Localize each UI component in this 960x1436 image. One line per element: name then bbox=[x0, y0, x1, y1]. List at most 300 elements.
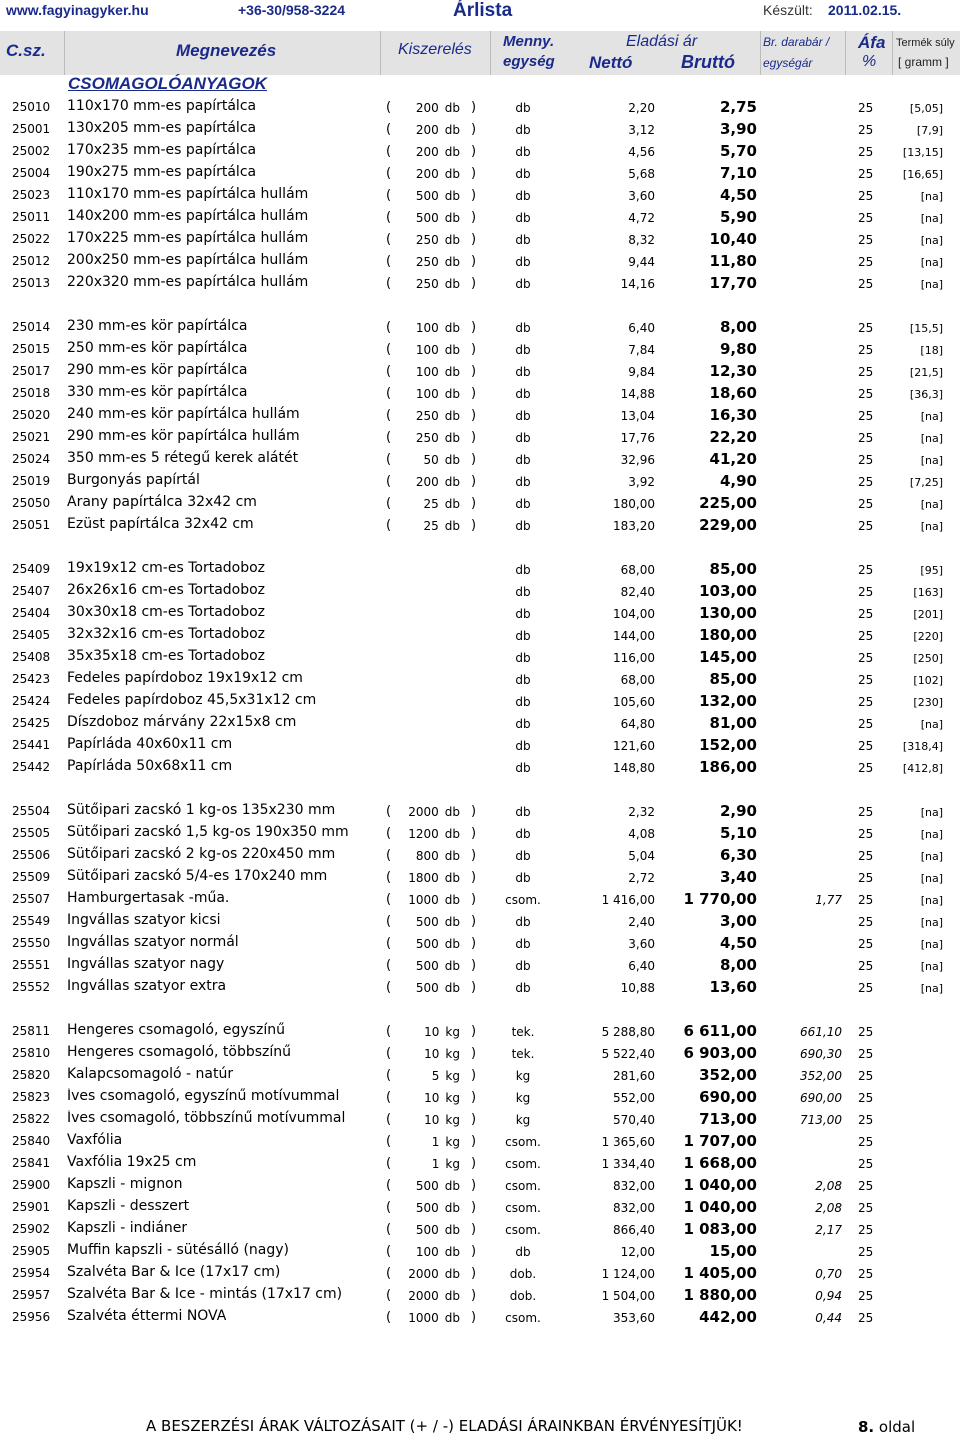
product-name: 290 mm-es kör papírtálca bbox=[67, 362, 248, 378]
product-weight: [na] bbox=[920, 916, 943, 929]
gross-price: 180,00 bbox=[699, 626, 757, 644]
open-paren: ( bbox=[386, 232, 392, 247]
table-row bbox=[0, 97, 960, 119]
product-name: Díszdoboz márvány 22x15x8 cm bbox=[67, 714, 297, 730]
net-price: 14,16 bbox=[620, 277, 655, 291]
product-code: 25820 bbox=[12, 1068, 51, 1082]
gross-price: 1 040,00 bbox=[683, 1176, 757, 1194]
product-name: Sütőipari zacskó 1,5 kg-os 190x350 mm bbox=[67, 824, 349, 840]
product-code: 25507 bbox=[12, 892, 51, 906]
vat-rate: 25 bbox=[858, 739, 874, 753]
open-paren: ( bbox=[386, 1156, 392, 1171]
product-code: 25409 bbox=[12, 562, 51, 576]
packaging-unit: db bbox=[444, 145, 460, 159]
packaging-quantity bbox=[388, 1201, 460, 1215]
gross-price: 7,10 bbox=[719, 164, 757, 182]
vat-rate: 25 bbox=[858, 211, 874, 225]
open-paren: ( bbox=[386, 188, 392, 203]
quantity-unit: db bbox=[515, 805, 531, 819]
packaging-unit: db bbox=[444, 343, 460, 357]
open-paren: ( bbox=[386, 1112, 392, 1127]
vat-rate: 25 bbox=[858, 1311, 874, 1325]
packaging-amount: 250 bbox=[415, 255, 439, 269]
product-name: 140x200 mm-es papírtálca hullám bbox=[67, 208, 309, 224]
packaging-amount: 100 bbox=[415, 365, 439, 379]
product-weight: [na] bbox=[920, 520, 943, 533]
product-weight: [na] bbox=[920, 960, 943, 973]
packaging-unit: db bbox=[444, 1179, 460, 1193]
packaging-quantity bbox=[388, 277, 460, 291]
gross-price: 1 405,00 bbox=[683, 1264, 757, 1282]
packaging-unit: db bbox=[444, 1311, 460, 1325]
packaging-amount: 1 bbox=[431, 1157, 440, 1171]
packaging-quantity bbox=[388, 893, 460, 907]
packaging-amount: 250 bbox=[415, 431, 439, 445]
packaging-amount: 200 bbox=[415, 145, 439, 159]
table-row bbox=[0, 449, 960, 471]
close-paren: ) bbox=[471, 496, 477, 511]
unit-price: 2,17 bbox=[815, 1223, 842, 1237]
vat-rate: 25 bbox=[858, 871, 874, 885]
packaging-quantity bbox=[388, 871, 460, 885]
product-name: Szalvéta Bar & Ice - mintás (17x17 cm) bbox=[67, 1286, 343, 1302]
quantity-unit: db bbox=[515, 343, 531, 357]
vat-rate: 25 bbox=[858, 651, 874, 665]
table-row bbox=[0, 1153, 960, 1175]
gross-price: 3,00 bbox=[719, 912, 757, 930]
made-date: 2011.02.15. bbox=[828, 2, 902, 18]
packaging-unit: db bbox=[444, 805, 460, 819]
gross-price: 17,70 bbox=[709, 274, 757, 292]
packaging-unit: db bbox=[444, 211, 460, 225]
quantity-unit: dob. bbox=[509, 1267, 537, 1281]
vat-rate: 25 bbox=[858, 585, 874, 599]
product-weight: [na] bbox=[920, 234, 943, 247]
close-paren: ) bbox=[471, 188, 477, 203]
gross-price: 8,00 bbox=[719, 956, 757, 974]
quantity-unit: csom. bbox=[505, 1223, 541, 1237]
quantity-unit: db bbox=[515, 915, 531, 929]
open-paren: ( bbox=[386, 1178, 392, 1193]
packaging-unit: db bbox=[444, 167, 460, 181]
quantity-unit: db bbox=[515, 607, 531, 621]
gross-price: 2,90 bbox=[719, 802, 757, 820]
table-row bbox=[0, 955, 960, 977]
quantity-unit: db bbox=[515, 761, 531, 775]
table-row bbox=[0, 339, 960, 361]
packaging-unit: kg bbox=[445, 1157, 460, 1171]
packaging-amount: 200 bbox=[415, 101, 439, 115]
net-price: 2,72 bbox=[628, 871, 655, 885]
column-header-vat-percent: % bbox=[862, 53, 877, 70]
column-header-qty: Menny. bbox=[503, 33, 555, 50]
product-code: 25021 bbox=[12, 430, 51, 444]
product-weight: [36,3] bbox=[909, 388, 943, 401]
product-weight: [na] bbox=[920, 212, 943, 225]
packaging-unit: db bbox=[444, 365, 460, 379]
product-code: 25822 bbox=[12, 1112, 51, 1126]
product-name: 19x19x12 cm-es Tortadoboz bbox=[67, 560, 266, 576]
product-weight: [230] bbox=[913, 696, 943, 709]
open-paren: ( bbox=[386, 364, 392, 379]
page-label: oldal bbox=[878, 1418, 916, 1436]
open-paren: ( bbox=[386, 1222, 392, 1237]
quantity-unit: db bbox=[515, 321, 531, 335]
product-name: Íves csomagoló, többszínű motívummal bbox=[67, 1110, 346, 1126]
product-name: 200x250 mm-es papírtálca hullám bbox=[67, 252, 309, 268]
quantity-unit: db bbox=[515, 695, 531, 709]
quantity-unit: db bbox=[515, 497, 531, 511]
open-paren: ( bbox=[386, 518, 392, 533]
gross-price: 13,60 bbox=[709, 978, 757, 996]
product-code: 25022 bbox=[12, 232, 51, 246]
unit-price: 2,08 bbox=[815, 1179, 842, 1193]
net-price: 832,00 bbox=[613, 1179, 655, 1193]
packaging-quantity bbox=[388, 915, 460, 929]
product-code: 25023 bbox=[12, 188, 51, 202]
gross-price: 4,90 bbox=[719, 472, 757, 490]
packaging-amount: 25 bbox=[423, 497, 439, 511]
section-title: CSOMAGOLÓANYAGOK bbox=[68, 74, 267, 93]
vat-rate: 25 bbox=[858, 233, 874, 247]
quantity-unit: db bbox=[515, 255, 531, 269]
packaging-quantity bbox=[388, 1113, 460, 1127]
product-code: 25552 bbox=[12, 980, 51, 994]
open-paren: ( bbox=[386, 430, 392, 445]
product-code: 25011 bbox=[12, 210, 51, 224]
packaging-quantity bbox=[388, 123, 460, 137]
gross-price: 1 707,00 bbox=[683, 1132, 757, 1150]
close-paren: ) bbox=[471, 936, 477, 951]
net-price: 5 288,80 bbox=[601, 1025, 655, 1039]
net-price: 10,88 bbox=[620, 981, 655, 995]
table-row bbox=[0, 185, 960, 207]
vat-rate: 25 bbox=[858, 431, 874, 445]
gross-price: 5,70 bbox=[719, 142, 757, 160]
packaging-quantity bbox=[388, 343, 460, 357]
open-paren: ( bbox=[386, 936, 392, 951]
gross-price: 3,40 bbox=[719, 868, 757, 886]
quantity-unit: db bbox=[515, 233, 531, 247]
unit-price: 713,00 bbox=[800, 1113, 842, 1127]
table-row bbox=[0, 911, 960, 933]
product-weight: [na] bbox=[920, 828, 943, 841]
product-weight: [16,65] bbox=[902, 168, 943, 181]
product-name: Burgonyás papírtál bbox=[67, 472, 200, 488]
net-price: 116,00 bbox=[613, 651, 655, 665]
packaging-quantity bbox=[388, 1091, 460, 1105]
packaging-amount: 100 bbox=[415, 387, 439, 401]
product-code: 25424 bbox=[12, 694, 51, 708]
net-price: 9,84 bbox=[628, 365, 655, 379]
quantity-unit: db bbox=[515, 123, 531, 137]
open-paren: ( bbox=[386, 914, 392, 929]
quantity-unit: csom. bbox=[505, 1135, 541, 1149]
vat-rate: 25 bbox=[858, 1245, 874, 1259]
quantity-unit: db bbox=[515, 167, 531, 181]
product-name: 190x275 mm-es papírtálca bbox=[67, 164, 257, 180]
gross-price: 22,20 bbox=[709, 428, 757, 446]
packaging-unit: db bbox=[444, 871, 460, 885]
quantity-unit: db bbox=[515, 717, 531, 731]
product-code: 25905 bbox=[12, 1244, 51, 1258]
product-weight: [7,9] bbox=[916, 124, 943, 137]
product-weight: [412,8] bbox=[902, 762, 943, 775]
net-price: 1 365,60 bbox=[601, 1135, 655, 1149]
table-row bbox=[0, 823, 960, 845]
close-paren: ) bbox=[471, 1288, 477, 1303]
close-paren: ) bbox=[471, 408, 477, 423]
quantity-unit: db bbox=[515, 431, 531, 445]
website-link[interactable]: www.fagyinagyker.hu bbox=[6, 2, 149, 18]
product-name: Ingvállas szatyor kicsi bbox=[67, 912, 221, 928]
product-name: Hamburgertasak -műa. bbox=[67, 890, 230, 906]
packaging-unit: db bbox=[444, 959, 460, 973]
net-price: 121,60 bbox=[613, 739, 655, 753]
net-price: 6,40 bbox=[628, 959, 655, 973]
quantity-unit: tek. bbox=[511, 1025, 535, 1039]
vat-rate: 25 bbox=[858, 343, 874, 357]
close-paren: ) bbox=[471, 122, 477, 137]
quantity-unit: db bbox=[515, 409, 531, 423]
product-weight: [201] bbox=[913, 608, 943, 621]
gross-price: 85,00 bbox=[709, 560, 757, 578]
unit-price: 690,00 bbox=[800, 1091, 842, 1105]
unit-price: 2,08 bbox=[815, 1201, 842, 1215]
product-code: 25013 bbox=[12, 276, 51, 290]
column-header-sale-price: Eladási ár bbox=[626, 33, 698, 50]
open-paren: ( bbox=[386, 958, 392, 973]
product-weight: [na] bbox=[920, 806, 943, 819]
net-price: 1 504,00 bbox=[601, 1289, 655, 1303]
table-row bbox=[0, 427, 960, 449]
net-price: 13,04 bbox=[620, 409, 655, 423]
gross-price: 41,20 bbox=[709, 450, 757, 468]
product-code: 25407 bbox=[12, 584, 51, 598]
packaging-unit: db bbox=[444, 497, 460, 511]
close-paren: ) bbox=[471, 1068, 477, 1083]
product-name: 130x205 mm-es papírtálca bbox=[67, 120, 257, 136]
net-price: 2,20 bbox=[628, 101, 655, 115]
net-price: 64,80 bbox=[620, 717, 655, 731]
gross-price: 6 903,00 bbox=[683, 1044, 757, 1062]
product-code: 25404 bbox=[12, 606, 51, 620]
quantity-unit: db bbox=[515, 651, 531, 665]
product-weight: [13,15] bbox=[902, 146, 943, 159]
product-name: Ingvállas szatyor nagy bbox=[67, 956, 225, 972]
column-header-name: Megnevezés bbox=[176, 41, 277, 60]
net-price: 2,32 bbox=[628, 805, 655, 819]
packaging-unit: db bbox=[444, 387, 460, 401]
net-price: 32,96 bbox=[620, 453, 655, 467]
packaging-quantity bbox=[388, 365, 460, 379]
table-row bbox=[0, 933, 960, 955]
table-header bbox=[0, 31, 960, 75]
product-weight: [250] bbox=[913, 652, 943, 665]
net-price: 4,56 bbox=[628, 145, 655, 159]
product-name: Vaxfólia 19x25 cm bbox=[67, 1154, 197, 1170]
packaging-unit: db bbox=[444, 827, 460, 841]
gross-price: 1 770,00 bbox=[683, 890, 757, 908]
vat-rate: 25 bbox=[858, 717, 874, 731]
close-paren: ) bbox=[471, 1222, 477, 1237]
product-name: Íves csomagoló, egyszínű motívummal bbox=[67, 1088, 340, 1104]
quantity-unit: db bbox=[515, 937, 531, 951]
page-number: 8. bbox=[858, 1418, 875, 1436]
quantity-unit: db bbox=[515, 475, 531, 489]
quantity-unit: db bbox=[515, 871, 531, 885]
gross-price: 145,00 bbox=[699, 648, 757, 666]
product-weight: [na] bbox=[920, 256, 943, 269]
product-weight: [na] bbox=[920, 190, 943, 203]
header-divider bbox=[64, 31, 65, 75]
gross-price: 186,00 bbox=[699, 758, 757, 776]
product-code: 25504 bbox=[12, 804, 51, 818]
close-paren: ) bbox=[471, 144, 477, 159]
packaging-amount: 500 bbox=[415, 981, 439, 995]
gross-price: 5,90 bbox=[719, 208, 757, 226]
quantity-unit: db bbox=[515, 629, 531, 643]
column-header-packaging: Kiszerelés bbox=[398, 41, 472, 58]
packaging-amount: 100 bbox=[415, 321, 439, 335]
product-weight: [18] bbox=[920, 344, 943, 357]
product-name: Vaxfólia bbox=[67, 1132, 123, 1148]
net-price: 4,08 bbox=[628, 827, 655, 841]
packaging-unit: db bbox=[444, 189, 460, 203]
product-code: 25841 bbox=[12, 1156, 51, 1170]
packaging-quantity bbox=[388, 1069, 460, 1083]
product-code: 25954 bbox=[12, 1266, 51, 1280]
quantity-unit: db bbox=[515, 739, 531, 753]
product-code: 25405 bbox=[12, 628, 51, 642]
quantity-unit: dob. bbox=[509, 1289, 537, 1303]
close-paren: ) bbox=[471, 474, 477, 489]
unit-price: 690,30 bbox=[800, 1047, 842, 1061]
footer-notice: A BESZERZÉSI ÁRAK VÁLTOZÁSAIT (+ / -) ELADÁSI ÁRAINKBAN ÉRVÉNYESÍTJÜK! bbox=[146, 1417, 743, 1435]
product-name: Hengeres csomagoló, többszínű bbox=[67, 1044, 292, 1060]
packaging-quantity bbox=[388, 1267, 460, 1281]
product-weight: [5,05] bbox=[909, 102, 943, 115]
table-row bbox=[0, 845, 960, 867]
packaging-unit: db bbox=[444, 453, 460, 467]
product-weight: [na] bbox=[920, 278, 943, 291]
product-code: 25506 bbox=[12, 848, 51, 862]
net-price: 832,00 bbox=[613, 1201, 655, 1215]
packaging-amount: 500 bbox=[415, 1223, 439, 1237]
table-row bbox=[0, 889, 960, 911]
net-price: 82,40 bbox=[620, 585, 655, 599]
product-name: Ingvállas szatyor extra bbox=[67, 978, 227, 994]
unit-price: 0,70 bbox=[815, 1267, 842, 1281]
packaging-unit: kg bbox=[445, 1135, 460, 1149]
net-price: 14,88 bbox=[620, 387, 655, 401]
product-name: 230 mm-es kör papírtálca bbox=[67, 318, 248, 334]
open-paren: ( bbox=[386, 496, 392, 511]
packaging-quantity bbox=[388, 1223, 460, 1237]
product-name: Kapszli - indiáner bbox=[67, 1220, 188, 1236]
vat-rate: 25 bbox=[858, 805, 874, 819]
table-row bbox=[0, 735, 960, 757]
packaging-amount: 200 bbox=[415, 167, 439, 181]
packaging-unit: db bbox=[444, 409, 460, 423]
vat-rate: 25 bbox=[858, 893, 874, 907]
product-code: 25015 bbox=[12, 342, 51, 356]
open-paren: ( bbox=[386, 276, 392, 291]
product-code: 25050 bbox=[12, 496, 51, 510]
product-name: Sütőipari zacskó 1 kg-os 135x230 mm bbox=[67, 802, 336, 818]
net-price: 144,00 bbox=[613, 629, 655, 643]
packaging-unit: db bbox=[444, 123, 460, 137]
packaging-unit: db bbox=[444, 981, 460, 995]
open-paren: ( bbox=[386, 892, 392, 907]
product-code: 25017 bbox=[12, 364, 51, 378]
product-name: 30x30x18 cm-es Tortadoboz bbox=[67, 604, 266, 620]
product-code: 25002 bbox=[12, 144, 51, 158]
net-price: 353,60 bbox=[613, 1311, 655, 1325]
packaging-quantity bbox=[388, 1135, 460, 1149]
product-code: 25902 bbox=[12, 1222, 51, 1236]
packaging-quantity bbox=[388, 1157, 460, 1171]
product-code: 25014 bbox=[12, 320, 51, 334]
net-price: 1 334,40 bbox=[601, 1157, 655, 1171]
table-row bbox=[0, 515, 960, 537]
vat-rate: 25 bbox=[858, 189, 874, 203]
close-paren: ) bbox=[471, 430, 477, 445]
vat-rate: 25 bbox=[858, 409, 874, 423]
vat-rate: 25 bbox=[858, 277, 874, 291]
net-price: 5 522,40 bbox=[601, 1047, 655, 1061]
packaging-amount: 500 bbox=[415, 1179, 439, 1193]
packaging-unit: db bbox=[444, 1223, 460, 1237]
product-code: 25551 bbox=[12, 958, 51, 972]
packaging-unit: db bbox=[444, 1267, 460, 1281]
product-name: Ezüst papírtálca 32x42 cm bbox=[67, 516, 254, 532]
table-row bbox=[0, 625, 960, 647]
open-paren: ( bbox=[386, 870, 392, 885]
net-price: 9,44 bbox=[628, 255, 655, 269]
unit-price: 1,77 bbox=[815, 893, 842, 907]
close-paren: ) bbox=[471, 1266, 477, 1281]
vat-rate: 25 bbox=[858, 1025, 874, 1039]
vat-rate: 25 bbox=[858, 145, 874, 159]
quantity-unit: tek. bbox=[511, 1047, 535, 1061]
open-paren: ( bbox=[386, 100, 392, 115]
gross-price: 713,00 bbox=[699, 1110, 757, 1128]
table-row bbox=[0, 119, 960, 141]
close-paren: ) bbox=[471, 1200, 477, 1215]
net-price: 7,84 bbox=[628, 343, 655, 357]
packaging-unit: db bbox=[444, 937, 460, 951]
product-weight: [na] bbox=[920, 850, 943, 863]
product-code: 25823 bbox=[12, 1090, 51, 1104]
packaging-amount: 500 bbox=[415, 959, 439, 973]
packaging-unit: kg bbox=[445, 1047, 460, 1061]
quantity-unit: kg bbox=[515, 1091, 531, 1105]
made-label: Készült: bbox=[763, 2, 813, 18]
product-weight: [na] bbox=[920, 938, 943, 951]
packaging-unit: db bbox=[444, 849, 460, 863]
table-row bbox=[0, 1285, 960, 1307]
vat-rate: 25 bbox=[858, 937, 874, 951]
product-name: 290 mm-es kör papírtálca hullám bbox=[67, 428, 300, 444]
table-row bbox=[0, 647, 960, 669]
close-paren: ) bbox=[471, 1024, 477, 1039]
net-price: 281,60 bbox=[613, 1069, 655, 1083]
table-row bbox=[0, 1087, 960, 1109]
table-row bbox=[0, 1263, 960, 1285]
gross-price: 9,80 bbox=[719, 340, 757, 358]
packaging-quantity bbox=[388, 431, 460, 445]
